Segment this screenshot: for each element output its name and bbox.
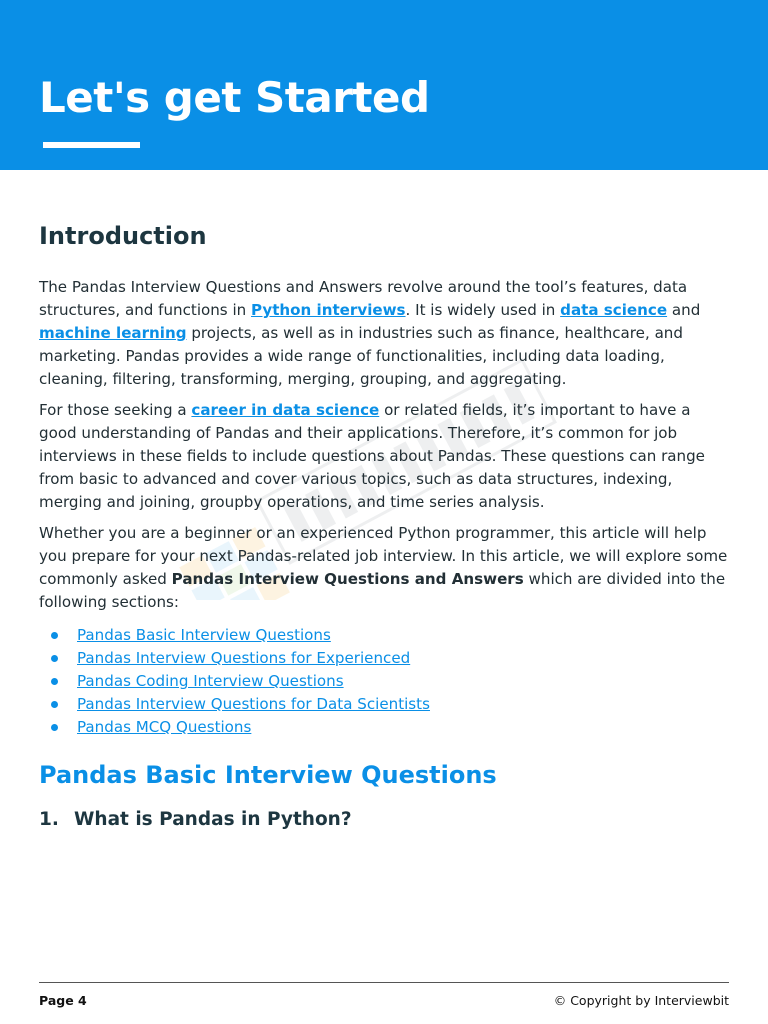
- inline-link[interactable]: Python interviews: [251, 301, 406, 319]
- bullet-icon: [51, 701, 58, 708]
- list-item: [77, 693, 731, 716]
- text-run: and: [667, 301, 701, 319]
- bullet-icon: [51, 632, 58, 639]
- page-title: Let's get Started: [39, 73, 430, 122]
- text-run: or related fields, it’s important to have a good understanding of Pandas and their applications. Therefore, it’s common for job interviews in these fields to include questions about Pandas. These questions can range from basic to advanced and cover various topics, such as data structures, indexing, merging and joining, groupby operations, and time series analysis.: [39, 401, 705, 511]
- list-item: [77, 647, 731, 670]
- intro-paragraph-1: [39, 276, 731, 391]
- text-run: The Pandas Interview Questions and Answers revolve around the tool’s features, data structures, and functions in: [39, 278, 688, 319]
- introduction-heading: Introduction: [39, 222, 207, 250]
- list-item: [77, 624, 731, 647]
- article-body: [39, 218, 731, 833]
- question-heading: [39, 807, 731, 833]
- copyright-notice: © Copyright by Interviewbit: [553, 993, 729, 1008]
- sections-list: [39, 624, 731, 739]
- question-text: What is Pandas in Python?: [74, 809, 352, 830]
- text-run: . It is widely used in: [405, 301, 561, 319]
- text-run: For those seeking a: [39, 401, 192, 419]
- header-banner: [0, 0, 768, 170]
- bullet-icon: [51, 724, 58, 731]
- text-run: which are divided into the following sections:: [39, 570, 726, 611]
- title-underline: [43, 142, 140, 148]
- toc-link-experienced[interactable]: Pandas Interview Questions for Experienced: [77, 649, 411, 667]
- intro-paragraph-2: [39, 399, 731, 514]
- question-number: 1.: [39, 809, 59, 830]
- section-heading: Pandas Basic Interview Questions: [39, 761, 497, 789]
- list-item: [77, 716, 731, 739]
- inline-link[interactable]: data science: [560, 301, 668, 319]
- bold-text: Pandas Interview Questions and Answers: [171, 570, 524, 588]
- footer-divider: [39, 982, 729, 983]
- inline-link[interactable]: machine learning: [39, 324, 187, 342]
- intro-paragraph-3: [39, 522, 731, 614]
- text-run: projects, as well as in industries such as finance, healthcare, and marketing. Pandas provides a wide range of functionalities, including data loading, cleaning, filtering, transforming, merging, grouping, and aggregating.: [39, 324, 683, 388]
- toc-link-basic[interactable]: Pandas Basic Interview Questions: [77, 626, 331, 644]
- page-number: Page 4: [39, 993, 87, 1008]
- text-run: Whether you are a beginner or an experienced Python programmer, this article will help you prepare for your next Pandas-related job interview. In this article, we will explore some commonly asked: [39, 524, 728, 588]
- toc-link-data-scientists[interactable]: Pandas Interview Questions for Data Scientists: [77, 695, 430, 713]
- list-item: [77, 670, 731, 693]
- bullet-icon: [51, 678, 58, 685]
- inline-link[interactable]: career in data science: [191, 401, 380, 419]
- toc-link-coding[interactable]: Pandas Coding Interview Questions: [77, 672, 344, 690]
- toc-link-mcq[interactable]: Pandas MCQ Questions: [77, 718, 252, 736]
- bullet-icon: [51, 655, 58, 662]
